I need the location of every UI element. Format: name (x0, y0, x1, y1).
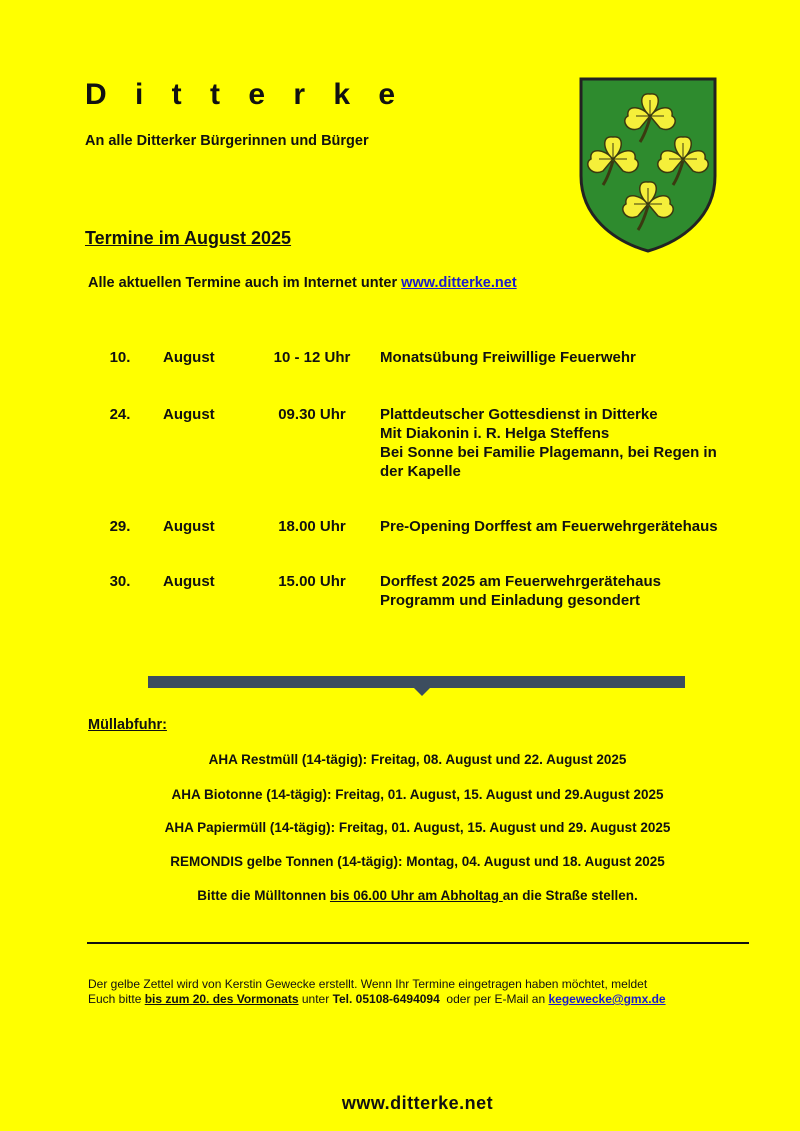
event-description-line: Programm und Einladung gesondert (380, 592, 641, 609)
event-description-line: Pre-Opening Dorffest am Feuerwehrgerätehaus (380, 518, 718, 535)
page-title: D i t t e r k e (85, 78, 406, 111)
email-link[interactable]: kegewecke@gmx.de (548, 992, 666, 1006)
event-month: August (163, 406, 215, 423)
event-time: 18.00 Uhr (278, 518, 346, 535)
muell-notice (0, 888, 800, 903)
footer-line: Der gelbe Zettel wird von Kerstin Gewecke erstellt. Wenn Ihr Termine eingetragen haben möchtet, meldet (88, 977, 648, 991)
event-month: August (163, 573, 215, 590)
event-month: August (163, 518, 215, 535)
muell-notice-text: Bitte die Mülltonnen (197, 888, 330, 903)
footer-rule (87, 942, 749, 944)
coat-of-arms-clover-icon (578, 76, 718, 254)
muell-line: AHA Papiermüll (14-tägig): Freitag, 01. August, 15. August und 29. August 2025 (164, 820, 671, 835)
event-description-line: Mit Diakonin i. R. Helga Steffens (380, 425, 610, 442)
event-month: August (163, 349, 215, 366)
event-description-line: Plattdeutscher Gottesdienst in Ditterke (380, 406, 658, 423)
event-description-line: der Kapelle (380, 463, 461, 480)
muellabfuhr-heading: Müllabfuhr: (88, 717, 167, 733)
footer-text: Euch bitte (88, 992, 145, 1006)
page-subtitle: An alle Ditterker Bürgerinnen und Bürger (85, 133, 369, 149)
footer-website[interactable]: www.ditterke.net (341, 1093, 494, 1113)
muell-line: REMONDIS gelbe Tonnen (14-tägig): Montag, 04. August und 18. August 2025 (170, 854, 665, 869)
footer-deadline: bis zum 20. des Vormonats (144, 992, 299, 1006)
event-day: 10. (109, 349, 131, 366)
muell-line: AHA Biotonne (14-tägig): Freitag, 01. August, 15. August und 29.August 2025 (171, 787, 664, 802)
event-description-line: Monatsübung Freiwillige Feuerwehr (380, 349, 636, 366)
event-time: 10 - 12 Uhr (273, 349, 351, 366)
website-link[interactable]: www.ditterke.net (401, 275, 517, 291)
internet-info-text: Alle aktuellen Termine auch im Internet unter (88, 275, 402, 291)
internet-info (88, 275, 517, 291)
event-description (380, 348, 760, 367)
footer-text: unter (298, 992, 333, 1006)
footer-text: oder per E-Mail an (439, 992, 549, 1006)
muell-line: AHA Restmüll (14-tägig): Freitag, 08. August und 22. August 2025 (208, 752, 627, 767)
muell-notice-text: an die Straße stellen. (502, 888, 638, 903)
footer-phone: Tel. 05108-6494094 (332, 992, 440, 1006)
event-day: 29. (109, 518, 131, 535)
footer-line (88, 992, 666, 1007)
event-description (380, 405, 760, 481)
event-description-line: Dorffest 2025 am Feuerwehrgerätehaus (380, 573, 661, 590)
event-day: 24. (109, 406, 131, 423)
divider-pointer (412, 686, 432, 696)
event-time: 09.30 Uhr (278, 406, 346, 423)
event-day: 30. (109, 573, 131, 590)
event-description (380, 572, 760, 610)
muell-notice-deadline: bis 06.00 Uhr am Abholtag (329, 888, 503, 903)
event-time: 15.00 Uhr (278, 573, 346, 590)
event-description-line: Bei Sonne bei Familie Plagemann, bei Regen in (380, 444, 717, 461)
event-description (380, 517, 760, 536)
termine-heading: Termine im August 2025 (85, 228, 292, 248)
